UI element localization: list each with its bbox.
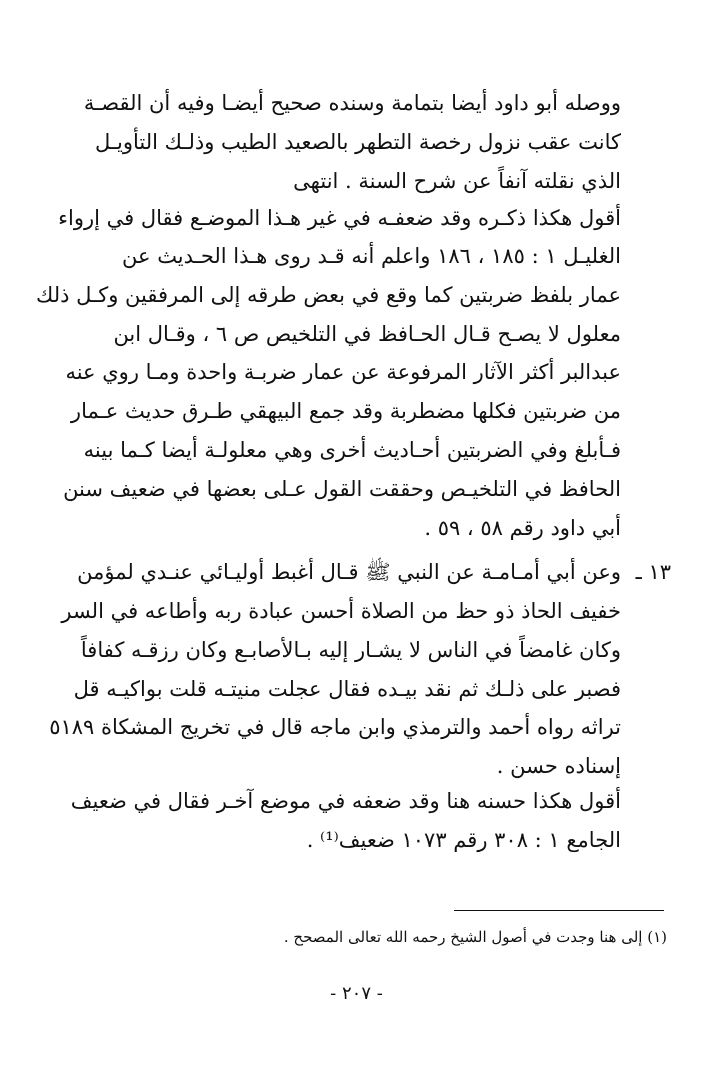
- text-line: عبدالبر أكثر الآثار المرفوعة عن عمار ضربـة واحدة ومـا روي عنه: [65, 360, 621, 384]
- text-line: تراثه رواه أحمد والترمذي وابن ماجه قال في تخريج المشكاة ٥١٨٩: [49, 715, 621, 739]
- text-line: الجامع ١ : ٣٠٨ رقم ١٠٧٣ ضعيف⁽¹⁾ .: [306, 828, 621, 852]
- text-line: أقول هكذا حسنه هنا وقد ضعفه في موضع آخـر فقال في ضعيف: [70, 789, 621, 813]
- footnote-separator: [454, 910, 664, 911]
- hadith-number: ١٣ ـ: [635, 560, 671, 584]
- footnote: (١) إلى هنا وجدت في أصول الشيخ رحمه الله تعالى المصحح .: [283, 928, 667, 946]
- text-line: فـأبلغ وفي الضربتين أحـاديث أخرى وهي معلولـة أيضا كـما بينه: [83, 438, 621, 462]
- text-line: معلول لا يصـح قـال الحـافظ في التلخيص ص ٦ ، وقـال ابن: [113, 322, 621, 346]
- text-line: أبي داود رقم ٥٨ ، ٥٩ .: [424, 516, 621, 540]
- text-line: وكان غامضاً في الناس لا يشـار إليه بـالأصابـع وكان رزقـه كفافاً: [80, 638, 621, 662]
- text-line: إسناده حسن .: [496, 754, 621, 778]
- text-line: عمار بلفظ ضربتين كما وقع في بعض طرقه إلى المرفقين وكـل ذلك: [36, 283, 621, 307]
- text-line: من ضربتين فكلها مضطربة وقد جمع البيهقي طـرق حديث عـمار: [70, 399, 621, 423]
- text-line: وعن أبي أمـامـة عن النبي ﷺ قـال أغبط أوليـائي عنـدي لمؤمن: [77, 560, 621, 584]
- text-line: كانت عقب نزول رخصة التطهر بالصعيد الطيب وذلـك التأويـل: [94, 130, 621, 154]
- text-line: خفيف الحاذ ذو حظ من الصلاة أحسن عبادة ربه وأطاعه في السر: [61, 599, 621, 623]
- text-line: ووصله أبو داود أيضا بتمامة وسنده صحيح أيضـا وفيه أن القصـة: [83, 91, 621, 115]
- text-line: الذي نقلته آنفاً عن شرح السنة . انتهى: [293, 169, 621, 193]
- text-line: الحافظ في التلخيـص وحققت القول عـلى بعضها في ضعيف سنن: [63, 477, 621, 501]
- text-line: الغليـل ١ : ١٨٥ ، ١٨٦ واعلم أنه قـد روى هـذا الحـديث عن: [122, 244, 621, 268]
- text-line: فصبر على ذلـك ثم نقد بيـده فقال عجلت منيتـه قلت بواكيـه قل: [73, 677, 621, 701]
- page-number: - ٢٠٧ -: [330, 983, 383, 1004]
- text-line: أقول هكذا ذكـره وقد ضعفـه في غير هـذا الموضـع فقال في إرواء: [58, 206, 621, 230]
